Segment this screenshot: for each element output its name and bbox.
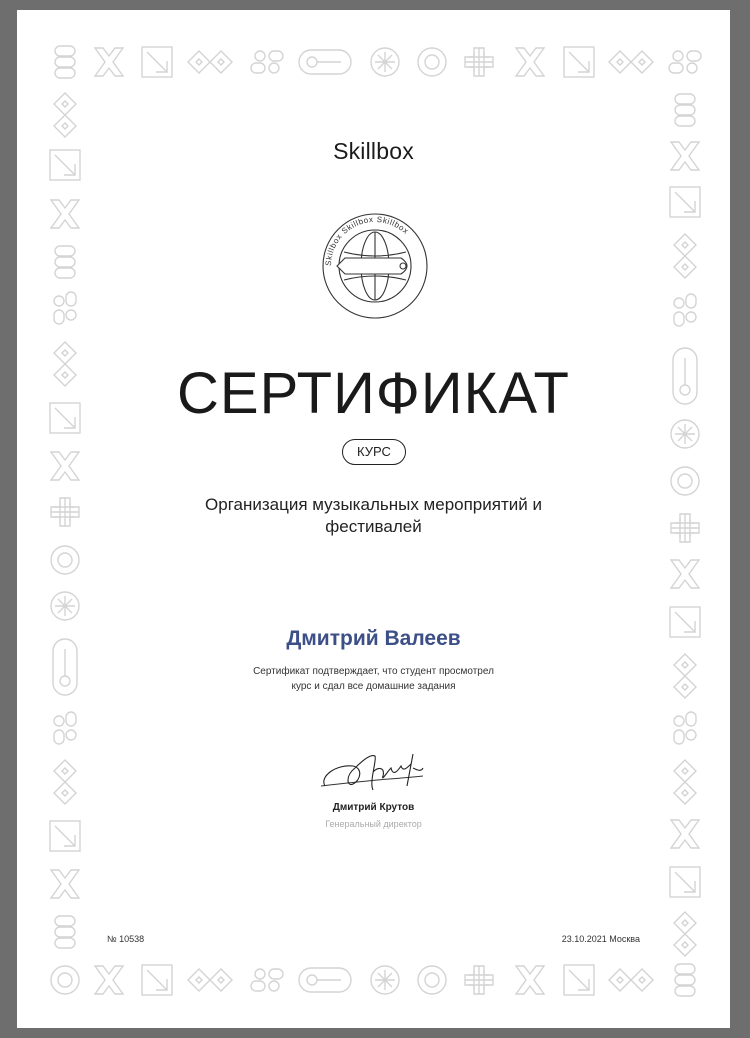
course-badge: КУРС [342, 439, 406, 465]
certificate-number: № 10538 [107, 934, 145, 944]
signature [317, 746, 427, 794]
course-name: Организация музыкальных мероприятий и фестивалей [205, 495, 542, 536]
seal-ring-text: Skillbox Skillbox Skillbox [323, 214, 411, 267]
certificate-statement: Сертификат подтверждает, что студент просмотрел курс и сдал все домашние задания [253, 666, 494, 692]
student-name: Дмитрий Валеев [286, 627, 461, 650]
certificate-title: СЕРТИФИКАТ [177, 361, 570, 426]
signer-name: Дмитрий Крутов [332, 802, 415, 813]
seal-emblem [321, 212, 429, 320]
certificate-sheet [17, 10, 730, 1028]
issue-date-place: 23.10.2021 Москва [561, 934, 640, 944]
brand-logo: Skillbox [333, 138, 414, 164]
signer-role: Генеральный директор [325, 819, 422, 829]
